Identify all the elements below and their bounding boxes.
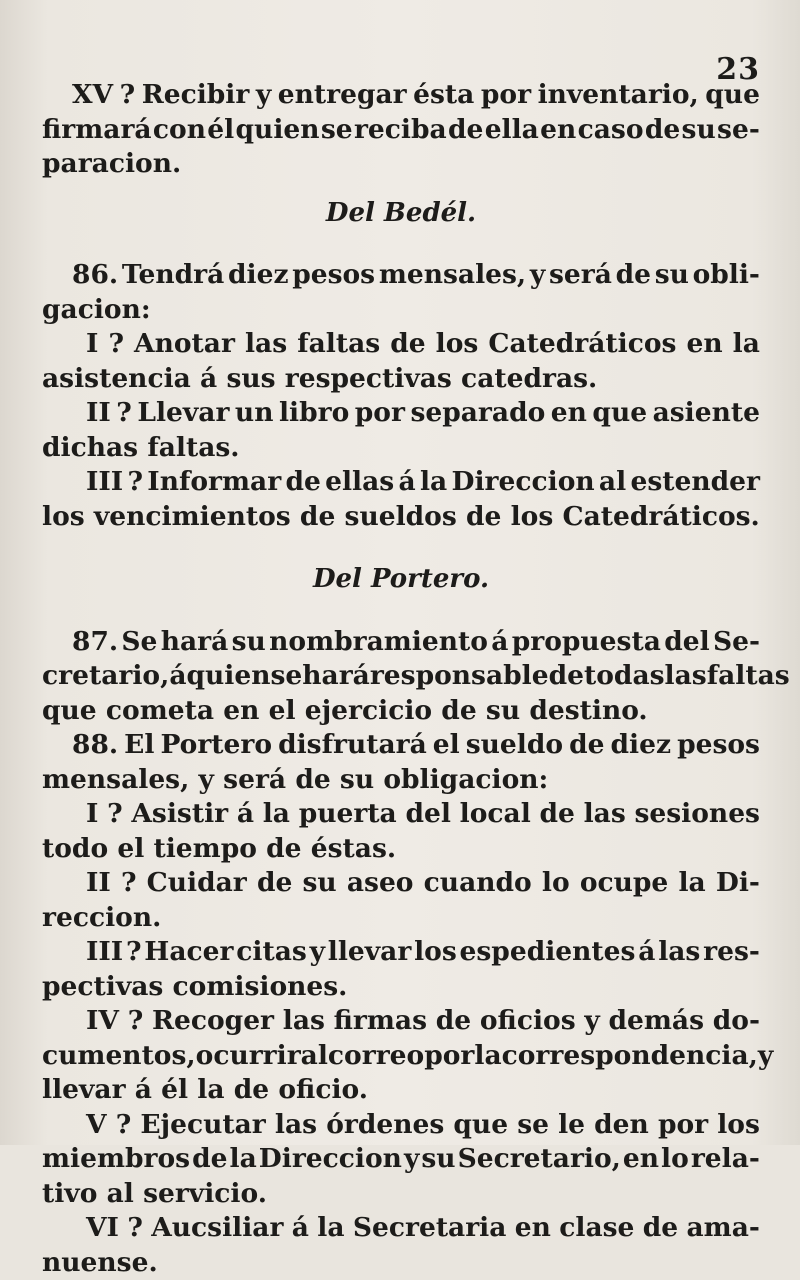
text-line: cretario, á quien se hará responsable de todas las faltas bbox=[42, 659, 760, 694]
text-line: I ? Asistir á la puerta del local de las sesiones bbox=[42, 797, 760, 832]
text-line: nuense. bbox=[42, 1246, 760, 1280]
text-line: II ? Llevar un libro por separado en que asiente bbox=[42, 396, 760, 431]
text-line: pectivas comisiones. bbox=[42, 970, 760, 1005]
text-line: 87. Se hará su nombramiento á propuesta del Se- bbox=[42, 625, 760, 660]
text-line: I ? Anotar las faltas de los Catedráticos en la bbox=[42, 327, 760, 362]
text-line: gacion: bbox=[42, 293, 760, 328]
text-line: firmará con él quien se reciba de ella en caso de su se- bbox=[42, 113, 760, 148]
article-xv bbox=[42, 78, 760, 182]
page-number: 23 bbox=[716, 52, 760, 87]
text-line: VI ? Aucsiliar á la Secretaria en clase de ama- bbox=[42, 1211, 760, 1246]
heading-bedel: Del Bedél. bbox=[42, 196, 760, 231]
text-line: III ? Informar de ellas á la Direccion al estender bbox=[42, 465, 760, 500]
text-line: miembros de la Direccion y su Secretario, en lo rela- bbox=[42, 1142, 760, 1177]
section-bedel bbox=[42, 258, 760, 534]
document-body bbox=[42, 78, 760, 1280]
text-line: llevar á él la de oficio. bbox=[42, 1073, 760, 1108]
text-line: III ? Hacer citas y llevar los espedientes á las res- bbox=[42, 935, 760, 970]
text-line: tivo al servicio. bbox=[42, 1177, 760, 1212]
text-line: dichas faltas. bbox=[42, 431, 760, 466]
text-line: II ? Cuidar de su aseo cuando lo ocupe la Di- bbox=[42, 866, 760, 901]
text-line: 86. Tendrá diez pesos mensales, y será de su obli- bbox=[42, 258, 760, 293]
text-line: los vencimientos de sueldos de los Catedráticos. bbox=[42, 500, 760, 535]
text-line: asistencia á sus respectivas catedras. bbox=[42, 362, 760, 397]
text-line: mensales, y será de su obligacion: bbox=[42, 763, 760, 798]
text-line: reccion. bbox=[42, 901, 760, 936]
text-line: 88. El Portero disfrutará el sueldo de diez pesos bbox=[42, 728, 760, 763]
text-line: IV ? Recoger las firmas de oficios y demás do- bbox=[42, 1004, 760, 1039]
heading-portero: Del Portero. bbox=[42, 562, 760, 597]
text-line: paracion. bbox=[42, 147, 760, 182]
text-line: todo el tiempo de éstas. bbox=[42, 832, 760, 867]
section-portero bbox=[42, 625, 760, 1280]
text-line: V ? Ejecutar las órdenes que se le den por los bbox=[42, 1108, 760, 1143]
text-line: que cometa en el ejercicio de su destino. bbox=[42, 694, 760, 729]
text-line: cumentos, ocurrir al correo por la correspondencia, y bbox=[42, 1039, 760, 1074]
text-line: XV ? Recibir y entregar ésta por inventario, que bbox=[42, 78, 760, 113]
